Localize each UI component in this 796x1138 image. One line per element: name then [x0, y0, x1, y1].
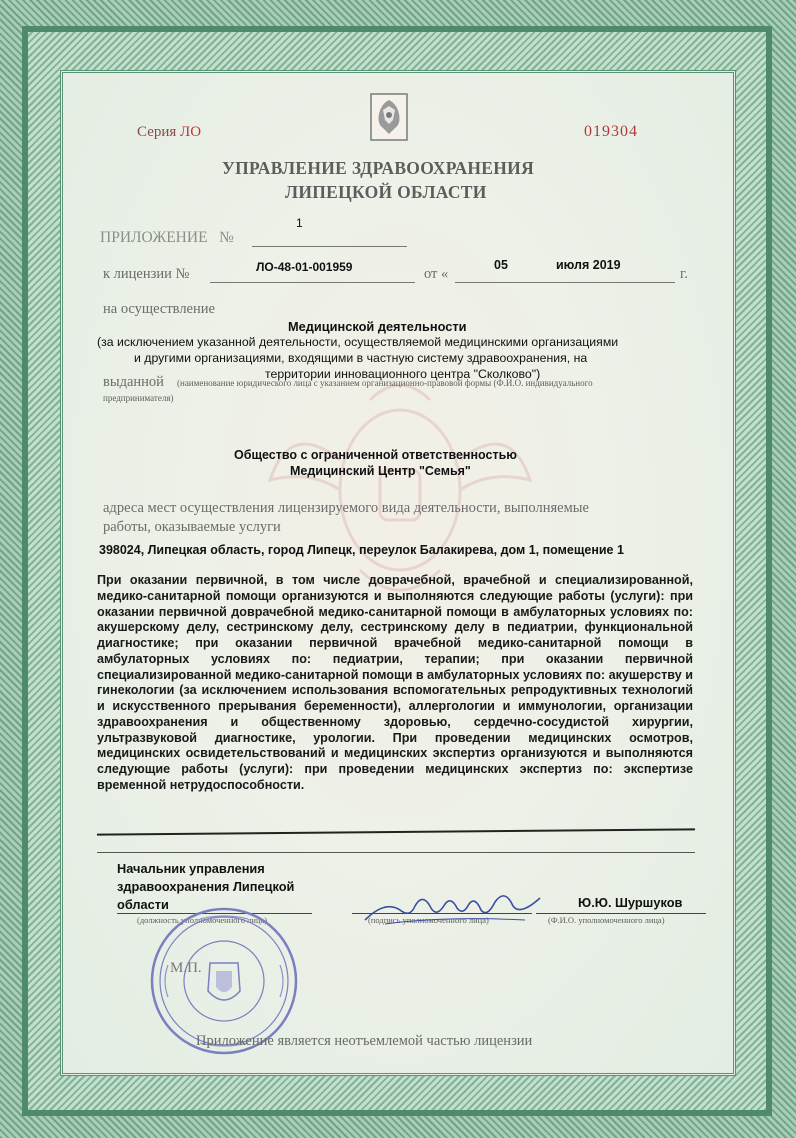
signer-name: Ю.Ю. Шуршуков [578, 895, 683, 910]
appendix-number: 1 [296, 216, 303, 230]
authority-name-line1: УПРАВЛЕНИЕ ЗДРАВООХРАНЕНИЯ [222, 158, 535, 178]
footer-note: Приложение является неотъемлемой частью лицензии [196, 1033, 533, 1049]
services-list [97, 573, 693, 794]
series-label: Серия ЛО [137, 124, 202, 140]
separator-line-thin [97, 852, 695, 853]
organization-name-line1: Общество с ограниченной ответственностью [234, 448, 517, 462]
activity-title: Медицинской деятельности [288, 319, 467, 334]
name-caption: (Ф.И.О. уполномоченного лица) [548, 915, 665, 925]
license-label: к лицензии № [103, 266, 190, 282]
seal-placeholder-label: М.П. [170, 960, 202, 976]
license-number: ЛО-48-01-001959 [256, 260, 353, 274]
name-line [536, 913, 706, 914]
issued-caption-2: предпринимателя) [103, 393, 174, 403]
issued-caption: (наименование юридического лица с указанием организационно-правовой формы (Ф.И.О. индивидуального [177, 378, 593, 388]
signer-position-line2: здравоохранения Липецкой [117, 879, 295, 894]
activity-note-line3: территории инновационного центра "Сколково") [265, 367, 541, 381]
license-number-line [210, 282, 415, 283]
address-label-line2: работы, оказываемые услуги [103, 519, 281, 535]
signer-position-line1: Начальник управления [117, 861, 265, 876]
authority-name-line2: ЛИПЕЦКОЙ ОБЛАСТИ [285, 182, 487, 202]
coat-of-arms-icon [369, 92, 409, 142]
activity-label: на осуществление [103, 301, 215, 317]
date-line [455, 282, 675, 283]
organization-name-line2: Медицинский Центр "Семья" [290, 464, 471, 478]
services-text: При оказании первичной, в том числе доврачебной, врачебной и специализированной, медико-санитарной помощи организуются и выполняются следующие работы (услуги): при оказании первичной доврачебной медико-санитарной помощи в амбулаторных условиях по: акушерскому делу, сестринскому делу, сестринскому делу в педиатрии, функциональной диагностике; при оказании первичной врачебной медико-санитарной помощи в амбулаторных условиях по: педиатрии, терапии; при оказании первичной специализированной медико-санитарной помощи в амбулаторных условиях по: акушерству и гинекологии (за исключением использования вспомогательных репродуктивных технологий и искусственного прерывания беременности), аллергологии и иммунологии, организации здравоохранения и общественному здоровью, сердечно-сосудистой хирургии, ультразвуковой диагностике, урологии. При проведении медицинских осмотров, медицинских освидетельствований и медицинских экспертиз организуются и выполняются следующие работы (услуги): при проведении медицинских экспертиз по: экспертизе временной нетрудоспособности. [97, 573, 693, 792]
signer-position-line3: области [117, 897, 169, 912]
date-month-year: июля 2019 [556, 258, 621, 272]
activity-address: 398024, Липецкая область, город Липецк, переулок Балакирева, дом 1, помещение 1 [99, 543, 624, 557]
issued-label: выданной [103, 374, 164, 390]
form-number: 019304 [584, 123, 638, 140]
signature-caption: (подпись уполномоченного лица) [368, 915, 489, 925]
activity-note-line1: (за исключением указанной деятельности, осуществляемой медицинскими организациями [97, 335, 619, 349]
from-label: от « [424, 266, 449, 282]
appendix-number-line [252, 246, 407, 247]
year-suffix: г. [680, 266, 688, 282]
activity-note-line2: и другими организациями, входящими в частную систему здравоохранения, на [134, 351, 588, 365]
appendix-label: ПРИЛОЖЕНИЕ № [100, 229, 234, 246]
address-label-line1: адреса мест осуществления лицензируемого вида деятельности, выполняемые [103, 500, 589, 516]
handwritten-signature [355, 880, 545, 930]
position-caption: (должность уполномоченного лица) [137, 915, 268, 925]
date-day: 05 [494, 258, 508, 272]
